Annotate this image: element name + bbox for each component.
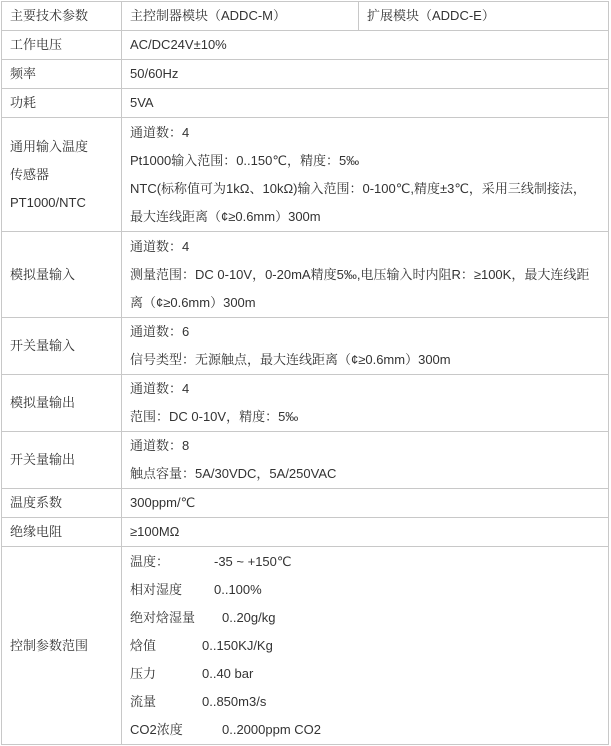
temp-coeff-row — [2, 489, 609, 518]
control-range-item — [130, 548, 608, 576]
control-range-row — [2, 547, 609, 745]
control-range-item — [130, 660, 608, 688]
switch-output-capacity: 触点容量：5A/30VDC，5A/250VAC — [130, 466, 337, 481]
control-range-item-name: 相对湿度 — [130, 581, 183, 597]
control-range-item-value: 0..20g/kg — [222, 609, 276, 625]
switch-input-label: 开关量输入 — [2, 318, 122, 375]
control-range-item-name: 压力 — [130, 665, 157, 681]
switch-input-row — [2, 318, 609, 375]
control-range-item — [130, 632, 608, 660]
frequency-label: 频率 — [2, 60, 122, 89]
power-value: 5VA — [122, 89, 609, 118]
control-range-item — [130, 688, 608, 716]
control-range-item-value: -35 ~ +150℃ — [214, 553, 292, 569]
analog-output-value — [122, 375, 609, 432]
switch-output-row — [2, 432, 609, 489]
control-range-item-name: CO2浓度 — [130, 721, 183, 737]
switch-output-channels: 通道数：8 — [130, 438, 190, 453]
control-range-item-value: 0..40 bar — [202, 665, 254, 681]
insulation-value: ≥100MΩ — [122, 518, 609, 547]
temp-coeff-label: 温度系数 — [2, 489, 122, 518]
header-ext-module: 扩展模块（ADDC-E） — [359, 2, 609, 31]
header-row — [2, 2, 609, 31]
temp-input-channels: 通道数：4 — [130, 124, 190, 140]
control-range-item-name: 绝对焓湿量 — [130, 609, 196, 625]
voltage-value: AC/DC24V±10% — [122, 31, 609, 60]
control-range-item — [130, 604, 608, 632]
control-range-item-name: 焓值 — [130, 637, 157, 653]
control-range-item — [130, 716, 608, 744]
temp-input-ntc: NTC(标称值可为1kΩ、10kΩ)输入范围：0-100℃,精度±3℃，采用三线制接法，最大连线距离（¢≥0.6mm）300m — [130, 180, 586, 224]
analog-input-channels: 通道数：4 — [130, 238, 190, 254]
temp-input-value — [122, 118, 609, 232]
power-row — [2, 89, 609, 118]
analog-input-label: 模拟量输入 — [2, 232, 122, 318]
control-range-item-value: 0..850m3/s — [202, 693, 267, 709]
control-range-item-name: 流量 — [130, 693, 157, 709]
control-range-item-value: 0..2000ppm CO2 — [222, 721, 322, 737]
analog-output-row — [2, 375, 609, 432]
spec-table — [1, 1, 609, 745]
analog-output-channels: 通道数：4 — [130, 381, 190, 396]
control-range-item-value: 0..150KJ/Kg — [202, 637, 273, 653]
header-param-label: 主要技术参数 — [2, 2, 122, 31]
frequency-value: 50/60Hz — [122, 60, 609, 89]
power-label: 功耗 — [2, 89, 122, 118]
switch-output-label: 开关量输出 — [2, 432, 122, 489]
temp-coeff-value: 300ppm/℃ — [122, 489, 609, 518]
switch-input-channels: 通道数：6 — [130, 324, 190, 339]
switch-input-value — [122, 318, 609, 375]
control-range-item — [130, 576, 608, 604]
voltage-row — [2, 31, 609, 60]
switch-output-value — [122, 432, 609, 489]
frequency-row — [2, 60, 609, 89]
insulation-label: 绝缘电阻 — [2, 518, 122, 547]
temp-input-label-line: PT1000/NTC — [10, 194, 86, 210]
analog-input-row — [2, 232, 609, 318]
analog-input-value — [122, 232, 609, 318]
temp-input-label-line: 通用输入温度 — [10, 138, 89, 154]
header-main-module: 主控制器模块（ADDC-M） — [122, 2, 359, 31]
analog-output-label: 模拟量输出 — [2, 375, 122, 432]
temp-input-pt1000: Pt1000输入范围：0..150℃，精度：5‰ — [130, 152, 360, 168]
switch-input-signal: 信号类型：无源触点，最大连线距离（¢≥0.6mm）300m — [130, 352, 451, 367]
control-range-value — [122, 547, 609, 745]
voltage-label: 工作电压 — [2, 31, 122, 60]
temp-input-label-line: 传感器 — [10, 166, 50, 182]
analog-input-range: 测量范围：DC 0-10V，0-20mA精度5‰,电压输入时内阻R：≥100K，最大连线距离（¢≥0.6mm）300m — [130, 266, 590, 310]
control-range-label: 控制参数范围 — [2, 547, 122, 745]
temp-input-label — [2, 118, 122, 232]
temp-input-row — [2, 118, 609, 232]
control-range-item-value: 0..100% — [214, 581, 262, 597]
control-range-item-name: 温度： — [130, 553, 170, 569]
analog-output-range: 范围：DC 0-10V，精度：5‰ — [130, 409, 299, 424]
insulation-row — [2, 518, 609, 547]
